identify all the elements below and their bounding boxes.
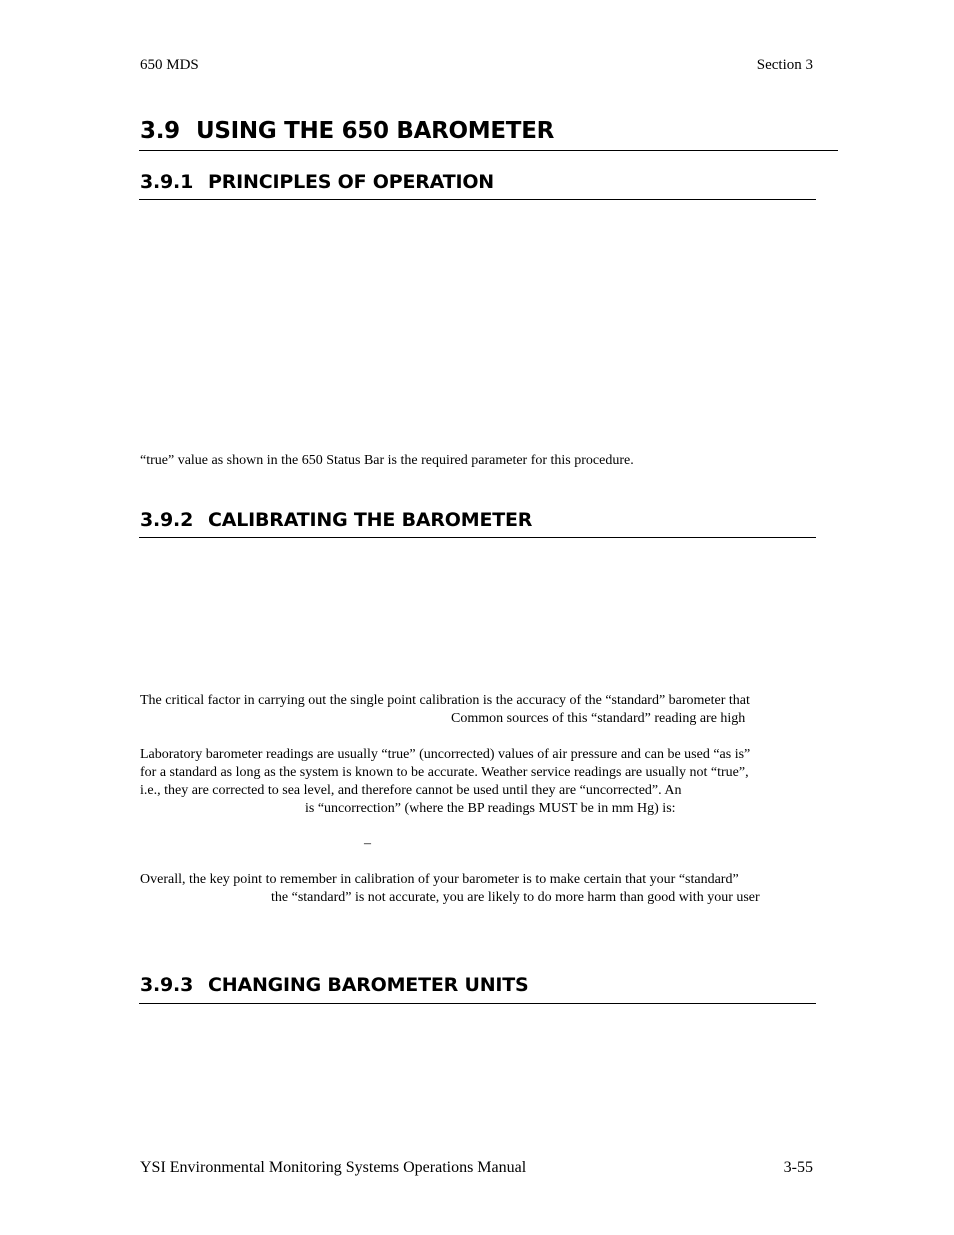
subsection-number: 3.9.3	[140, 974, 194, 996]
section-heading-3-9	[140, 118, 554, 144]
subsection-heading-3-9-1	[140, 171, 494, 193]
paragraph-line: is “uncorrection” (where the BP readings MUST be in mm Hg) is:	[305, 801, 676, 816]
paragraph-line: Overall, the key point to remember in calibration of your barometer is to make certain that your “standard”	[140, 872, 739, 887]
section-rule	[139, 150, 838, 151]
paragraph-line: Common sources of this “standard” reading are high	[451, 711, 746, 726]
subsection-title: PRINCIPLES OF OPERATION	[208, 171, 494, 193]
paragraph-line: The critical factor in carrying out the single point calibration is the accuracy of the “standard” barometer that	[140, 693, 750, 708]
subsection-rule	[139, 537, 816, 538]
subsection-number: 3.9.1	[140, 171, 194, 193]
paragraph-line: for a standard as long as the system is known to be accurate. Weather service readings are usually not “true”,	[140, 765, 749, 780]
formula-fragment: –	[364, 836, 371, 851]
paragraph-line: “true” value as shown in the 650 Status Bar is the required parameter for this procedure.	[140, 453, 634, 468]
paragraph-line: Laboratory barometer readings are usually “true” (uncorrected) values of air pressure and can be used “as is”	[140, 747, 751, 762]
section-number: 3.9	[140, 118, 180, 144]
subsection-title: CALIBRATING THE BAROMETER	[208, 509, 533, 531]
section-title: USING THE 650 BAROMETER	[196, 118, 555, 144]
running-header-left: 650 MDS	[140, 57, 199, 73]
paragraph-line: the “standard” is not accurate, you are likely to do more harm than good with your user	[271, 890, 760, 905]
running-header-right: Section 3	[756, 57, 813, 73]
subsection-heading-3-9-2	[140, 509, 532, 531]
page-number: 3-55	[783, 1159, 813, 1176]
paragraph-line: i.e., they are corrected to sea level, and therefore cannot be used until they are “uncorrected”. An	[140, 783, 682, 798]
subsection-rule	[139, 199, 816, 200]
running-footer-left: YSI Environmental Monitoring Systems Operations Manual	[140, 1159, 527, 1176]
subsection-title: CHANGING BAROMETER UNITS	[208, 974, 529, 996]
subsection-number: 3.9.2	[140, 509, 194, 531]
subsection-heading-3-9-3	[140, 974, 529, 996]
subsection-rule	[139, 1003, 816, 1004]
